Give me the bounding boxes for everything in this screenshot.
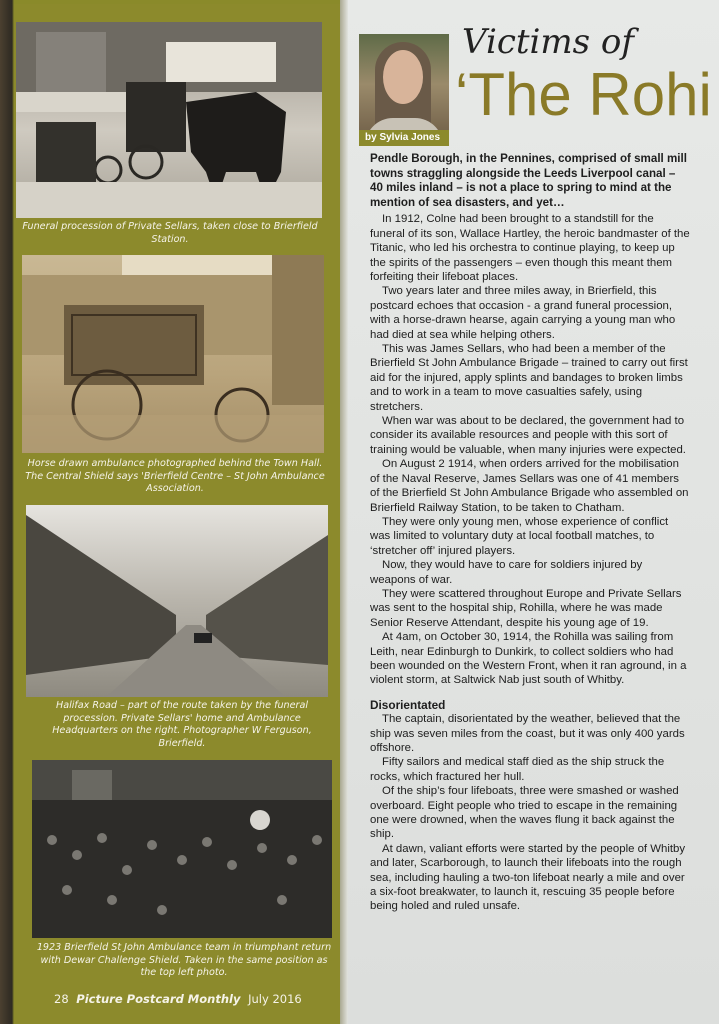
article-paragraph: When war was about to be declared, the government had to consider its available resources and people with this sort of training would be valuable, when many injuries were expected.: [370, 415, 686, 456]
article-subheading: Disorientated: [370, 697, 446, 712]
caption-halifax-road: Halifax Road – part of the route taken by the funeral procession. Private Sellars' home and Ambulance Headquarters on the right. Photographer W Ferguson, Brierfield.: [52, 700, 312, 749]
issue-date: July 2016: [248, 992, 302, 1006]
article-paragraph: On August 2 1914, when orders arrived for the mobilisation of the Naval Reserve, James Sellars was one of 41 members of the Brierfield St John Ambulance Brigade who assembled on Brierfield Railway Station, to be taken to Chatham.: [370, 458, 689, 514]
photo-horse-drawn-ambulance: [22, 255, 324, 453]
article-paragraph: This was James Sellars, who had been a member of the Brierfield St John Ambulance Brigade – trained to carry out first aid for the injured, apply splints and bandages to broken limbs and to work in a team to move casualties safely, using stretchers.: [370, 343, 688, 413]
article-paragraph: In 1912, Colne had been brought to a standstill for the funeral of its son, Wallace Hartley, the heroic bandmaster of the Titanic, who led his orchestra to continue playing, to keep up the spirits of the passengers – even though this meant them forfeiting their lifeboat places.: [370, 213, 690, 283]
article-paragraph: At 4am, on October 30, 1914, the Rohilla was sailing from Leith, near Edinburgh to Dunkirk, to collect soldiers who had been wounded on the Western Front, when it ran aground, in a violent storm, at Saltwick Nab just south of Whitby.: [370, 631, 687, 687]
article-lead: Pendle Borough, in the Pennines, comprised of small mill towns straggling alongside the Leeds Liverpool canal – 40 miles inland – is not a place to spring to mind at the mention of sea disasters, and yet…: [370, 152, 687, 209]
article-title-line2: ‘The Rohi: [455, 61, 712, 128]
caption-1923-team: 1923 Brierfield St John Ambulance team in triumphant return with Dewar Challenge Shield. Taken in the same position as the top left photo.: [36, 942, 332, 978]
page-gutter: [340, 0, 348, 1024]
article-paragraph: They were scattered throughout Europe and Private Sellars was sent to the hospital ship, Rohilla, where he was made Senior Reserve Attendant, despite his young age of 19.: [370, 587, 682, 629]
article-paragraph: At dawn, valiant efforts were started by the people of Whitby and later, Scarborough, to launch their lifeboats into the rough sea, including hauling a two-ton lifeboat nearly a mile and over a six-foot breakwater, to launch it, rescuing 35 people before being holed and ruled unsafe.: [370, 842, 686, 913]
photo-1923-crowd: [32, 760, 332, 938]
page-footer: [54, 992, 302, 1006]
article-paragraph: The captain, disorientated by the weather, believed that the ship was seven miles from the coast, but it was only 400 yards offshore.: [370, 713, 685, 754]
page-number: 28: [54, 992, 69, 1006]
article-paragraph: Fifty sailors and medical staff died as the ship struck the rocks, which fractured her hull.: [370, 756, 665, 783]
caption-ambulance: Horse drawn ambulance photographed behind the Town Hall. The Central Shield says 'Brierfield Centre – St John Ambulance Association.: [25, 458, 325, 494]
byline: by Sylvia Jones: [359, 130, 449, 146]
article-paragraph: Of the ship’s four lifeboats, three were smashed or washed overboard. Eight people who tried to escape in the remaining one were drowned, when the waves flung it back against the ship.: [370, 785, 679, 841]
photo-halifax-road: [26, 505, 328, 697]
magazine-name: Picture Postcard Monthly: [76, 992, 241, 1006]
article-paragraph: They were only young men, whose experience of conflict was limited to voluntary duty at local football matches, to ‘stretcher off’ injured players.: [370, 515, 669, 557]
article-body: [370, 152, 690, 914]
photo-funeral-procession: [16, 22, 322, 218]
article-title-line1: Victims of: [462, 22, 634, 62]
caption-funeral-procession: Funeral procession of Private Sellars, taken close to Brierfield Station.: [22, 221, 318, 245]
article-paragraph: Two years later and three miles away, in Brierfield, this postcard echoes that occasion - a grand funeral procession, with a horse-drawn hearse, again carrying a young man who had died at sea while helping others.: [370, 285, 676, 341]
article-paragraph: Now, they would have to care for soldiers injured by weapons of war.: [370, 559, 643, 586]
